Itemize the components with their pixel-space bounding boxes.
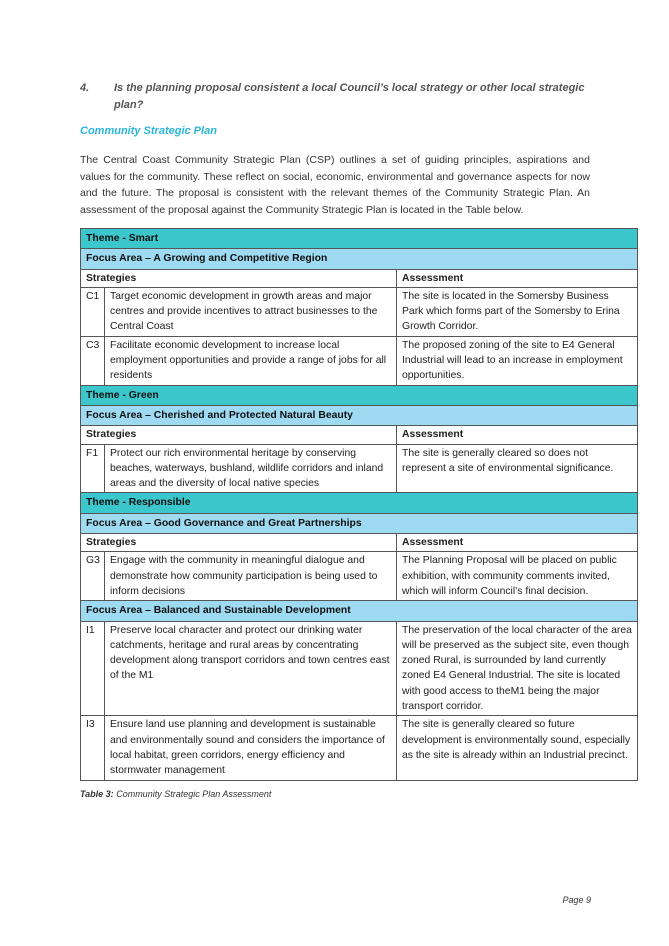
table-row <box>81 621 638 716</box>
focus-row-good-governance <box>81 513 638 533</box>
theme-row-smart <box>81 229 638 249</box>
strategy-code: C3 <box>81 336 105 385</box>
strategies-header: Strategies <box>81 269 397 287</box>
question <box>80 80 600 114</box>
assessment-text: The preservation of the local character of the area will be preserved as the subject site, even though zoned Rural, is surrounded by land currently zoned E4 General Industrial. The site is located with good access to theM1 being the major transport corridor. <box>397 621 638 716</box>
strategy-text: Ensure land use planning and development is sustainable and environmentally sound and considers the importance of local habitat, green corridors, energy efficiency and stormwater management <box>105 716 397 780</box>
strategy-text: Target economic development in growth areas and major centres and provide incentives to attract businesses to the Central Coast <box>105 287 397 336</box>
assessment-header: Assessment <box>397 426 638 444</box>
table-row <box>81 716 638 780</box>
theme-row-green <box>81 385 638 405</box>
header-row <box>81 534 638 552</box>
assessment-header: Assessment <box>397 269 638 287</box>
assessment-text: The site is generally cleared so future development is environmentally sound, especially as the site is already within an Industrial precinct. <box>397 716 638 780</box>
strategy-code: F1 <box>81 444 105 493</box>
header-row <box>81 269 638 287</box>
csp-assessment-table <box>80 228 638 781</box>
theme-label: Theme - Green <box>81 385 638 405</box>
strategy-text: Facilitate economic development to increase local employment opportunities and provide a range of jobs for all residents <box>105 336 397 385</box>
table-row <box>81 336 638 385</box>
strategy-text: Protect our rich environmental heritage by conserving beaches, waterways, bushland, wildlife corridors and inland areas and the diversity of local native species <box>105 444 397 493</box>
table-row <box>81 287 638 336</box>
focus-row-growing-region <box>81 249 638 269</box>
strategy-code: I1 <box>81 621 105 716</box>
assessment-text: The Planning Proposal will be placed on public exhibition, with community comments invited, which will inform Council’s final decision. <box>397 552 638 601</box>
table-row <box>81 444 638 493</box>
theme-label: Theme - Responsible <box>81 493 638 513</box>
theme-label: Theme - Smart <box>81 229 638 249</box>
strategy-code: G3 <box>81 552 105 601</box>
caption-label: Table 3: <box>80 789 114 799</box>
intro-paragraph: The Central Coast Community Strategic Plan (CSP) outlines a set of guiding principles, aspirations and values for the community. These reflect on social, economic, environmental and governance aspects for now and the future. The proposal is consistent with the relevant themes of the Community Strategic Plan. An assessment of the proposal against the Community Strategic Plan is located in the Table below. <box>80 154 590 216</box>
focus-row-sustainable-development <box>81 601 638 621</box>
question-number: 4. <box>80 82 90 94</box>
header-row <box>81 426 638 444</box>
strategy-text: Engage with the community in meaningful dialogue and demonstrate how community participation is being used to inform decisions <box>105 552 397 601</box>
focus-label: Focus Area – Cherished and Protected Natural Beauty <box>81 405 638 425</box>
strategy-code: C1 <box>81 287 105 336</box>
question-text: Is the planning proposal consistent a local Council’s local strategy or other local strategic plan? <box>114 82 585 111</box>
strategies-header: Strategies <box>81 534 397 552</box>
table-row <box>81 552 638 601</box>
section-heading: Community Strategic Plan <box>80 125 217 137</box>
focus-row-natural-beauty <box>81 405 638 425</box>
assessment-text: The site is generally cleared so does not represent a site of environmental significance. <box>397 444 638 493</box>
table-caption <box>80 789 271 799</box>
focus-label: Focus Area – A Growing and Competitive Region <box>81 249 638 269</box>
strategy-code: I3 <box>81 716 105 780</box>
theme-row-responsible <box>81 493 638 513</box>
focus-label: Focus Area – Balanced and Sustainable Development <box>81 601 638 621</box>
caption-text: Community Strategic Plan Assessment <box>113 789 272 799</box>
focus-label: Focus Area – Good Governance and Great Partnerships <box>81 513 638 533</box>
strategy-text: Preserve local character and protect our drinking water catchments, heritage and rural areas by concentrating development along transport corridors and town centres east of the M1 <box>105 621 397 716</box>
strategies-header: Strategies <box>81 426 397 444</box>
assessment-header: Assessment <box>397 534 638 552</box>
assessment-text: The site is located in the Somersby Business Park which forms part of the Somersby to Erina Growth Corridor. <box>397 287 638 336</box>
assessment-text: The proposed zoning of the site to E4 General Industrial will lead to an increase in employment opportunities. <box>397 336 638 385</box>
page-number: Page 9 <box>562 895 591 905</box>
